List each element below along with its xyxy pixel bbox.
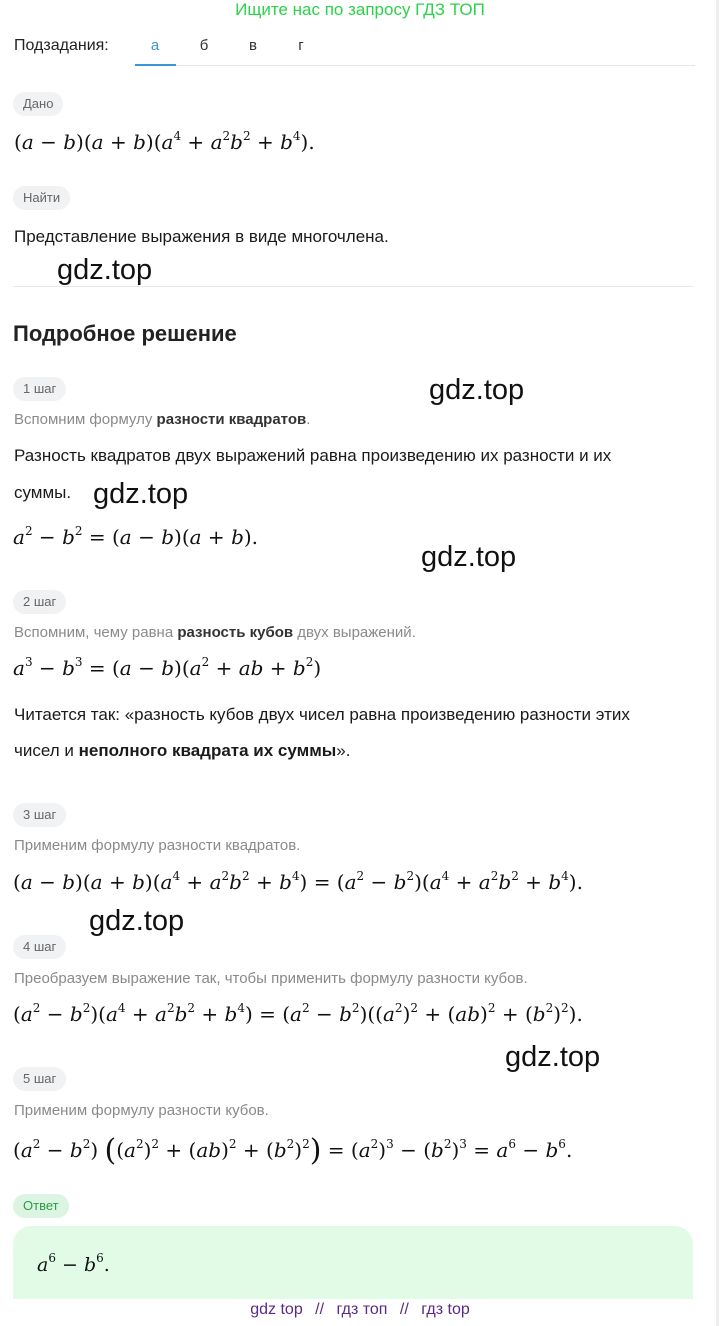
watermark: gdz.top xyxy=(505,1041,601,1073)
step-2-text-cont: чисел и неполного квадрата их суммы». xyxy=(14,741,351,760)
subtasks-label: Подзадания: xyxy=(14,37,109,54)
watermark: gdz.top xyxy=(89,905,185,937)
step-5-expression: $(a^2 - b^2) ((a^2)^2 + (ab)^2 + (b^2)^2) = (a^2)^3 - (b^2)^3 = a^6 - b^6$. xyxy=(13,1133,573,1168)
watermark: gdz.top xyxy=(93,478,189,510)
watermark: gdz.top xyxy=(57,254,153,286)
find-text: Представление выражения в виде многочлена. xyxy=(14,227,389,246)
footer-separator: // xyxy=(399,1301,409,1318)
step-3-expression: $(a - b)(a + b)(a^4 + a^2b^2 + b^4) = (a^2 - b^2)(a^4 + a^2b^2 + b^4)$. xyxy=(13,869,583,894)
step-4-note: Преобразуем выражение так, чтобы применить формулу разности кубов. xyxy=(14,970,528,987)
active-tab-indicator xyxy=(135,64,176,66)
tab-g[interactable]: г xyxy=(298,37,304,54)
tab-a[interactable]: а xyxy=(150,37,160,54)
step-2-badge: 2 шаг xyxy=(13,590,66,614)
step-5-note: Применим формулу разности кубов. xyxy=(14,1102,269,1119)
step-1-badge: 1 шаг xyxy=(13,377,66,401)
tabs-divider xyxy=(135,65,695,66)
scrollbar[interactable] xyxy=(716,0,719,1326)
footer-links xyxy=(0,1301,720,1319)
step-2-note: Вспомним, чему равна разность кубов двух выражений. xyxy=(14,624,416,641)
step-1-note: Вспомним формулу разности квадратов. xyxy=(14,411,311,428)
footer-link[interactable]: гдз топ xyxy=(336,1301,388,1318)
step-4-expression: $(a^2 - b^2)(a^4 + a^2b^2 + b^4) = (a^2 - b^2)((a^2)^2 + (ab)^2 + (b^2)^2)$. xyxy=(13,1001,583,1026)
step-3-note: Применим формулу разности квадратов. xyxy=(14,837,301,854)
step-4-badge: 4 шаг xyxy=(13,935,66,959)
step-1-expression: $a^2 - b^2 = (a - b)(a + b)$. xyxy=(13,524,259,549)
find-badge: Найти xyxy=(13,186,70,210)
step-2-text: Читается так: «разность кубов двух чисел равна произведению разности этих xyxy=(14,705,630,724)
tab-b[interactable]: б xyxy=(199,37,209,54)
step-1-text: Разность квадратов двух выражений равна произведению их разности и их xyxy=(14,446,612,465)
promo-banner: Ищите нас по запросу ГДЗ ТОП xyxy=(235,0,485,19)
footer-link[interactable]: гдз top xyxy=(421,1301,470,1318)
given-badge: Дано xyxy=(13,92,63,116)
footer-link[interactable]: gdz top xyxy=(250,1301,303,1318)
solution-title: Подробное решение xyxy=(13,321,237,346)
step-1-text-cont: суммы. xyxy=(14,483,72,502)
step-3-badge: 3 шаг xyxy=(13,803,66,827)
divider xyxy=(13,286,693,287)
step-5-badge: 5 шаг xyxy=(13,1067,66,1091)
footer-separator: // xyxy=(315,1301,325,1318)
watermark: gdz.top xyxy=(421,541,517,573)
given-expression: $(a - b)(a + b)(a^4 + a^2b^2 + b^4)$. xyxy=(14,129,315,154)
answer-box xyxy=(13,1226,693,1299)
watermark: gdz.top xyxy=(429,374,525,406)
answer-expression: $a^6 - b^6$. xyxy=(37,1251,110,1276)
step-2-expression: $a^3 - b^3 = (a - b)(a^2$ + ab + $b^2$) xyxy=(13,655,322,680)
tab-v[interactable]: в xyxy=(249,37,257,54)
answer-badge: Ответ xyxy=(13,1194,69,1218)
